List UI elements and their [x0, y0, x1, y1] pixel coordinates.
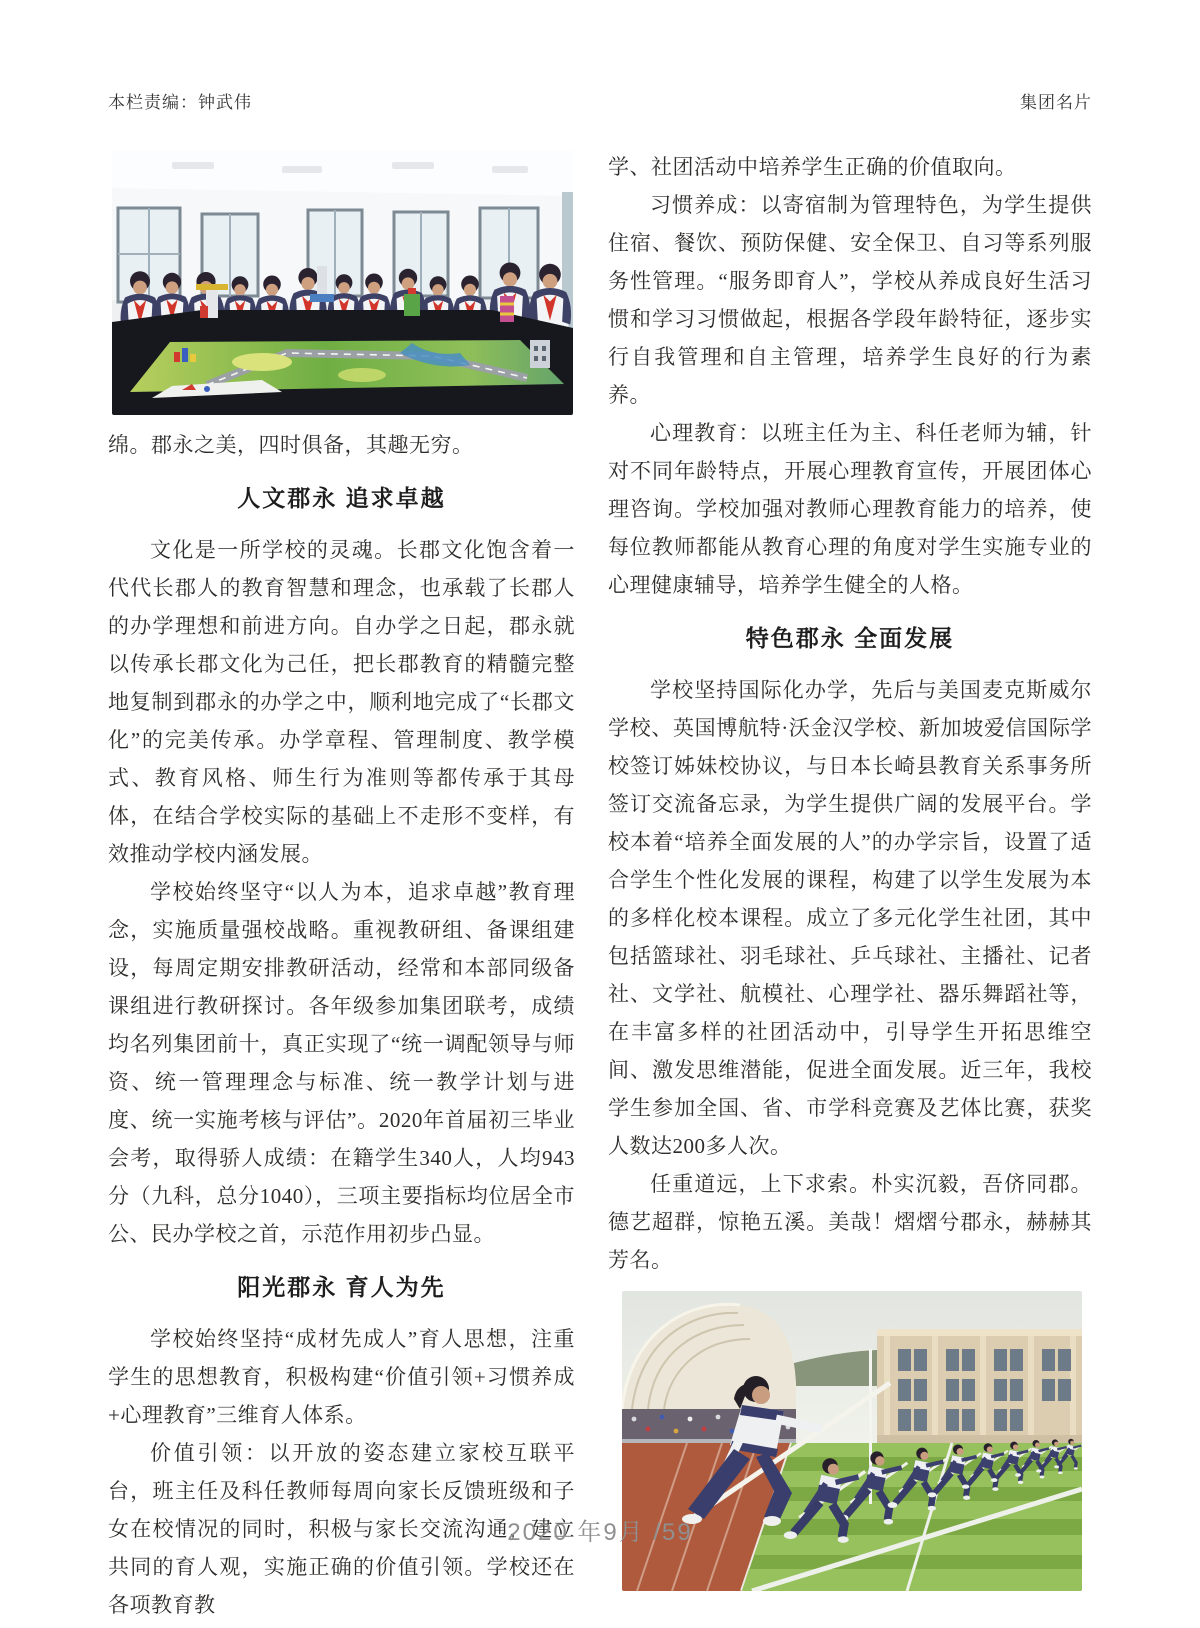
section-tag: 集团名片	[1020, 93, 1092, 112]
paragraph: 心理教育：以班主任为主、科任老师为辅，针对不同年龄特点，开展心理教育宣传，开展团体心理咨询。学校加强对教师心理教育能力的培养，使每位教师都能从教育心理的角度对学生实施专业的心理健康辅导，培养学生健全的人格。	[608, 421, 1092, 597]
paragraph-continuation: 学、社团活动中培养学生正确的价值取向。	[608, 155, 1017, 179]
paragraph: 学校始终坚守“以人为本，追求卓越”教育理念，实施质量强校战略。重视教研组、备课组建设，每周定期安排教研活动，经常和本部同级备课组进行教研探讨。各年级参加集团联考，成绩均名列集团前十，真正实现了“统一调配领导与师资、统一管理理念与标准、统一教学计划与进度、统一实施考核与评估”。2020年首届初三毕业会考，取得骄人成绩：在籍学生340人，人均943分（九科，总分1040），三项主要指标均位居全市公、民办学校之首，示范作用初步凸显。	[108, 880, 575, 1246]
school-building	[877, 1329, 1082, 1443]
paragraph: 价值引领：以开放的姿态建立家校互联平台，班主任及科任教师每周向家长反馈班级和子女在校情况的同时，积极与家长交流沟通，建立共同的育人观，实施正确的价值引领。学校还在各项教育教	[108, 1441, 575, 1617]
section-title-sunshine: 阳光郡永 育人为先	[237, 1274, 446, 1300]
page-header	[108, 88, 1092, 113]
paragraph-continuation: 绵。郡永之美，四时俱备，其趣无穷。	[108, 433, 474, 457]
competition-table	[112, 310, 573, 415]
paragraph: 习惯养成：以寄宿制为管理特色，为学生提供住宿、餐饮、预防保健、安全保卫、自习等系列服务性管理。“服务即育人”，学校从养成良好生活习惯和学习习惯做起，根据各学段年龄特征，逐步实行自我管理和自主管理，培养学生良好的行为素养。	[608, 193, 1092, 407]
issue-and-page-number: 2020 年9月 /59	[507, 1519, 693, 1546]
section-title-distinctive: 特色郡永 全面发展	[745, 625, 955, 651]
paragraph: 任重道远，上下求索。朴实沉毅，吾侪同郡。德艺超群，惊艳五溪。美哉！熠熠兮郡永，赫赫其芳名。	[608, 1172, 1092, 1272]
paragraph: 学校坚持国际化办学，先后与美国麦克斯威尔学校、英国博航特·沃金汉学校、新加坡爱信国际学校签订姊妹校协议，与日本长崎县教育关系事务所签订交流备忘录，为学生提供广阔的发展平台。学校本着“培养全面发展的人”的办学宗旨，设置了适合学生个性化发展的课程，构建了以学生发展为本的多样化校本课程。成立了多元化学生社团，其中包括篮球社、羽毛球社、乒乓球社、主播社、记者社、文学社、航模社、心理学社、器乐舞蹈社等，在丰富多样的社团活动中，引导学生开拓思维空间、激发思维潜能，促进全面发展。近三年，我校学生参加全国、省、市学科竞赛及艺体比赛，获奖人数达200多人次。	[608, 678, 1092, 1158]
paragraph: 文化是一所学校的灵魂。长郡文化饱含着一代代长郡人的教育智慧和理念，也承载了长郡人的办学理想和前进方向。自办学之日起，郡永就以传承长郡文化为己任，把长郡教育的精髓完整地复制到郡永的办学之中，顺利地完成了“长郡文化”的完美传承。办学章程、管理制度、教学模式、教育风格、师生行为准则等都传承于其母体，在结合学校实际的基础上不走形不变样，有效推动学校内涵发展。	[108, 538, 575, 866]
left-column	[108, 148, 575, 1624]
two-column-layout	[108, 148, 1092, 1624]
section-title-humanistic: 人文郡永 追求卓越	[237, 485, 446, 511]
page-footer	[0, 1512, 1200, 1547]
editor-credit: 本栏责编：钟武伟	[108, 93, 252, 112]
robotics-classroom-photo	[112, 150, 575, 415]
paragraph: 学校始终坚持“成材先成人”育人思想，注重学生的思想教育，积极构建“价值引领+习惯养成+心理教育”三维育人体系。	[108, 1327, 575, 1427]
right-column	[608, 148, 1092, 1624]
